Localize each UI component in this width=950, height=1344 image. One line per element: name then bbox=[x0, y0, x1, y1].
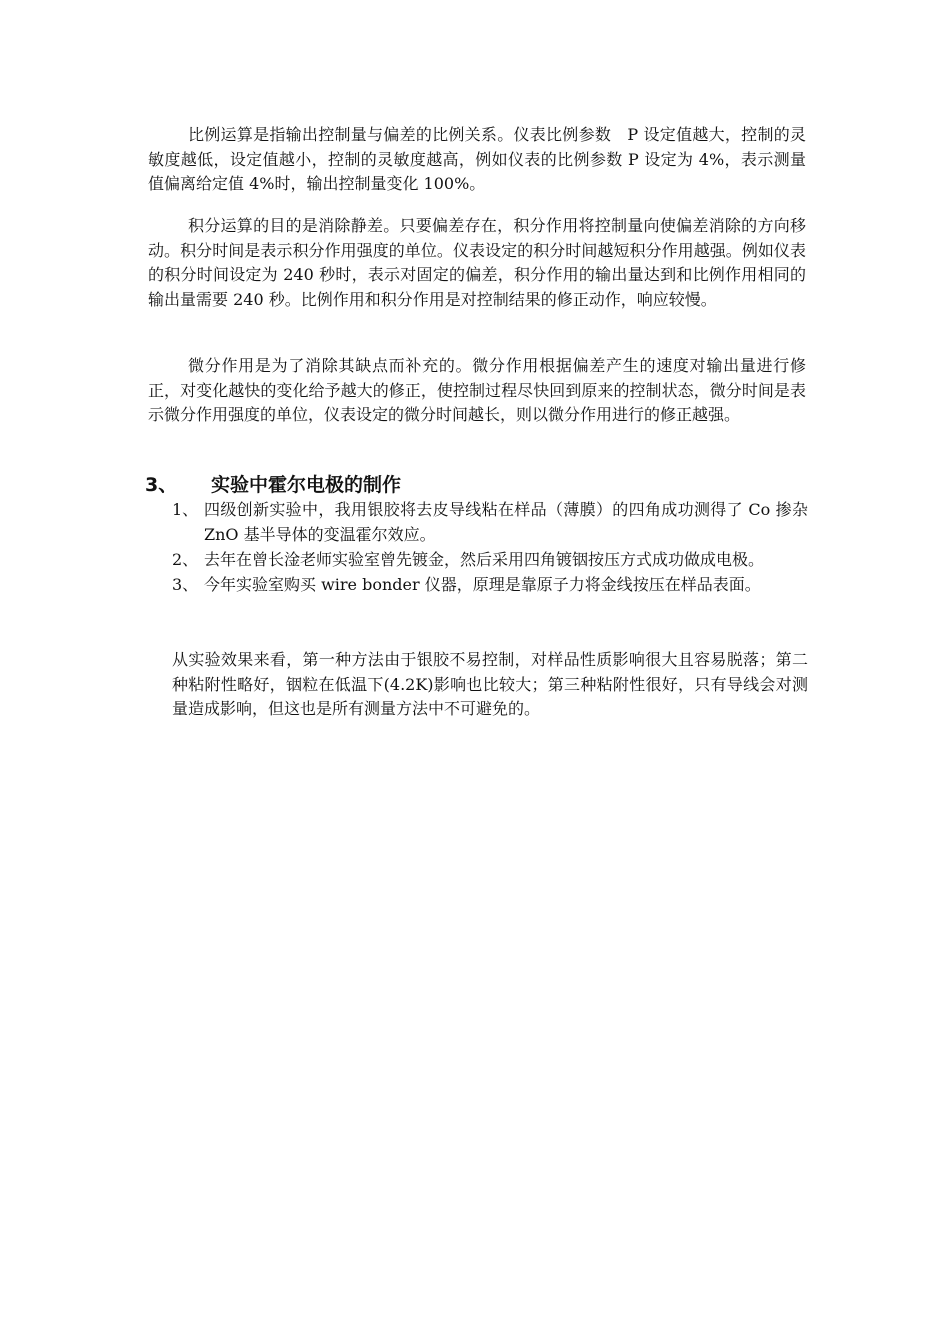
list-marker: 3、 bbox=[172, 574, 199, 594]
paragraph-proportional: 比例运算是指输出控制量与偏差的比例关系。仪表比例参数 P 设定值越大，控制的灵敏度越低，设定值越小，控制的灵敏度越高，例如仪表的比例参数 P 设定为 4%，表示测量值偏离给定值 4%时，输出控制量变化 100%。 bbox=[148, 125, 806, 193]
section-heading bbox=[145, 472, 401, 498]
list-item-text: 四级创新实验中，我用银胶将去皮导线粘在样品（薄膜）的四角成功测得了 Co 掺杂 ZnO 基半导体的变温霍尔效应。 bbox=[204, 500, 808, 544]
summary-paragraph: 从实验效果来看，第一种方法由于银胶不易控制，对样品性质影响很大且容易脱落；第二种粘附性略好，铟粒在低温下(4.2K)影响也比较大；第三种粘附性很好，只有导线会对测量造成影响，但这也是所有测量方法中不可避免的。 bbox=[172, 650, 808, 718]
paragraph-integral: 积分运算的目的是消除静差。只要偏差存在，积分作用将控制量向使偏差消除的方向移动。积分时间是表示积分作用强度的单位。仪表设定的积分时间越短积分作用越强。例如仪表的积分时间设定为 240 秒时，表示对固定的偏差，积分作用的输出量达到和比例作用相同的输出量需要 240 秒。比例作用和积分作用是对控制结果的修正动作，响应较慢。 bbox=[148, 216, 806, 309]
paragraph-derivative: 微分作用是为了消除其缺点而补充的。微分作用根据偏差产生的速度对输出量进行修正，对变化越快的变化给予越大的修正，使控制过程尽快回到原来的控制状态，微分时间是表示微分作用强度的单位，仪表设定的微分时间越长，则以微分作用进行的修正越强。 bbox=[148, 356, 806, 424]
list-item bbox=[172, 548, 808, 573]
list-marker: 1、 bbox=[172, 500, 199, 519]
section-number: 3、 bbox=[145, 474, 178, 496]
list-item bbox=[172, 498, 808, 547]
list-marker: 2、 bbox=[172, 549, 199, 569]
list-item-text: 去年在曾长淦老师实验室曾先镀金，然后采用四角镀铟按压方式成功做成电极。 bbox=[204, 549, 765, 569]
numbered-list bbox=[172, 498, 808, 598]
list-item bbox=[172, 573, 808, 598]
section-title: 实验中霍尔电极的制作 bbox=[211, 474, 402, 496]
list-item-text: 今年实验室购买 wire bonder 仪器，原理是靠原子力将金线按压在样品表面。 bbox=[204, 574, 761, 594]
